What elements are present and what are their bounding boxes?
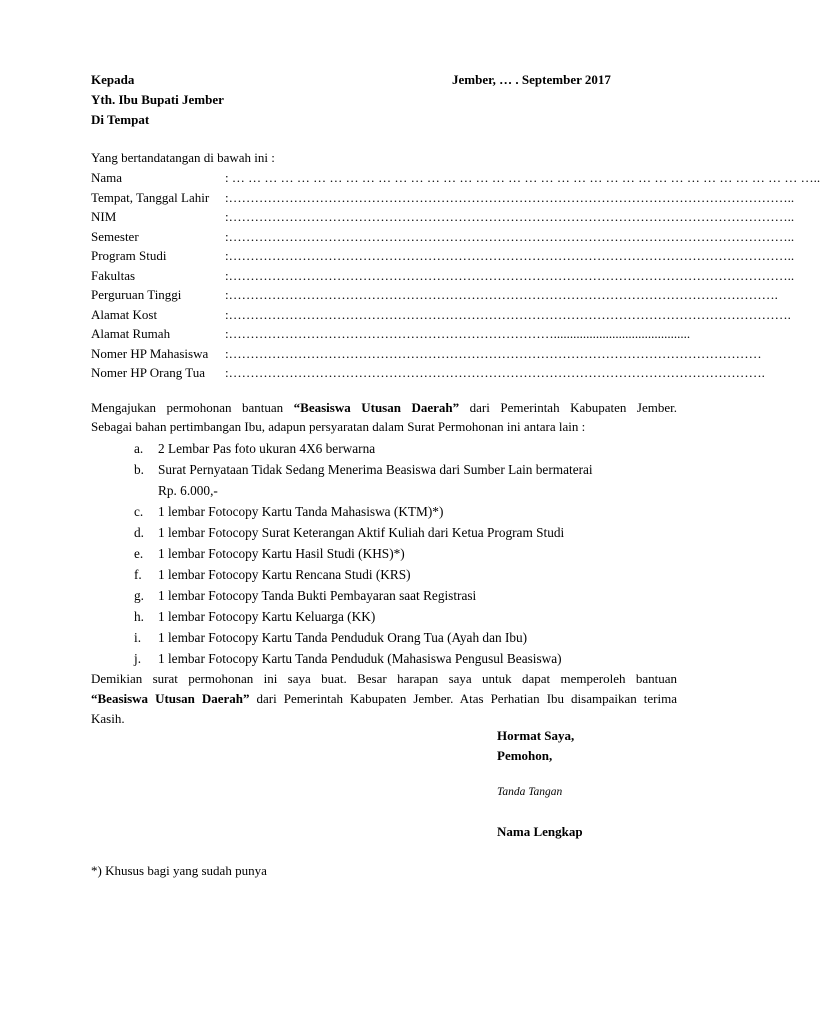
field-label: Fakultas: [91, 267, 136, 283]
list-item-letter: c.: [134, 504, 144, 519]
list-item-text: 1 lembar Fotocopy Kartu Tanda Penduduk Orang Tua (Ayah dan Ibu): [158, 630, 528, 645]
list-item: [134, 564, 694, 585]
closing-line-2: [91, 689, 677, 709]
field-label: Nomer HP Mahasiswa: [91, 345, 209, 361]
list-item-text: 1 lembar Fotocopy Kartu Tanda Mahasiswa (KTM)*): [158, 504, 444, 519]
field-dotted-line: :…………………………………………………………………..........................................: [225, 326, 691, 341]
closing-line-1: Demikian surat permohonan ini saya buat. Besar harapan saya untuk dapat memperoleh bantuan: [91, 671, 677, 686]
list-item: [134, 438, 694, 459]
list-item-text: 1 lembar Fotocopy Tanda Bukti Pembayaran saat Registrasi: [158, 588, 477, 603]
body-line-2: Sebagai bahan pertimbangan Ibu, adapun persyaratan dalam Surat Permohonan ini antara lain :: [91, 419, 586, 434]
list-item-letter: a.: [134, 441, 144, 456]
footnote: *) Khusus bagi yang sudah punya: [91, 863, 267, 878]
field-label: Perguruan Tinggi: [91, 287, 182, 302]
field-row: [91, 246, 795, 266]
field-dotted-line: :…………………………………………………………………………………………………………….: [225, 365, 765, 380]
field-dotted-line: :……………………………………………………………………………………………………………….: [225, 287, 778, 302]
list-item-letter: j.: [134, 651, 142, 666]
intro-text: Yang bertandatangan di bawah ini :: [91, 150, 275, 165]
list-item: [134, 648, 694, 669]
body-line-1: [91, 398, 677, 418]
list-item-letter: b.: [134, 462, 144, 477]
field-label: Tempat, Tanggal Lahir: [91, 189, 210, 205]
list-item: [134, 480, 694, 501]
list-item-text: 1 lembar Fotocopy Kartu Tanda Penduduk (Mahasiswa Pengusul Beasiswa): [158, 651, 562, 666]
field-row: [91, 344, 762, 364]
list-item: [134, 543, 694, 564]
field-label: Nama: [91, 170, 123, 185]
field-row: [91, 324, 691, 344]
field-label: Semester: [91, 228, 139, 244]
closing-program-name: “Beasiswa Utusan Daerah”: [91, 691, 250, 706]
signer-name: Nama Lengkap: [497, 824, 583, 839]
identity-fields: [91, 168, 820, 383]
field-dotted-line: :…………………………………………………………………………………………………………………..: [225, 189, 795, 205]
list-item-letter: e.: [134, 546, 144, 561]
closing-line-3: Kasih.: [91, 711, 125, 726]
field-row: [91, 168, 820, 188]
field-label: Alamat Kost: [91, 306, 158, 322]
field-label: Program Studi: [91, 248, 167, 263]
field-dotted-line: :…………………………………………………………………………………………………………………..: [225, 267, 795, 283]
list-item-text: 1 lembar Fotocopy Kartu Keluarga (KK): [158, 609, 376, 624]
body-line-1-post: dari Pemerintah Kabupaten Jember.: [459, 400, 677, 415]
signature-placeholder: Tanda Tangan: [497, 786, 563, 798]
field-row: [91, 188, 795, 208]
list-item: [134, 627, 694, 648]
list-item: [134, 585, 694, 606]
closing-line-2-post: dari Pemerintah Kabupaten Jember. Atas Perhatian Ibu disampaikan terima: [249, 691, 677, 706]
list-item: [134, 459, 694, 480]
requirements-list: [134, 438, 694, 669]
field-label: Alamat Rumah: [91, 326, 171, 341]
list-item-text: 1 lembar Fotocopy Surat Keterangan Aktif Kuliah dari Ketua Program Studi: [158, 525, 565, 540]
applicant-label: Pemohon,: [497, 748, 553, 763]
field-label: NIM: [91, 209, 117, 224]
recipient-block: [91, 70, 224, 130]
field-dotted-line: : … … … … … … … … … … … … … … … … … … … … … … … … … … … … … … … … … … … …..: [225, 170, 820, 185]
list-item-text: Rp. 6.000,-: [158, 483, 218, 498]
regards-text: Hormat Saya,: [497, 728, 575, 743]
field-row: [91, 285, 778, 305]
list-item-letter: d.: [134, 525, 144, 540]
field-dotted-line: :…………………………………………………………………………………………………………………..: [225, 228, 795, 244]
field-row: [91, 305, 791, 325]
list-item-text: Surat Pernyataan Tidak Sedang Menerima Beasiswa dari Sumber Lain bermaterai: [158, 462, 593, 477]
place-label: Di Tempat: [91, 112, 150, 127]
list-item-letter: f.: [134, 567, 142, 582]
field-row: [91, 227, 795, 247]
list-item-text: 1 lembar Fotocopy Kartu Hasil Studi (KHS)*): [158, 546, 405, 561]
list-item-letter: g.: [134, 588, 144, 603]
list-item: [134, 522, 694, 543]
field-dotted-line: :…………………………………………………………………………………………………………………..: [225, 209, 795, 224]
field-row: [91, 207, 795, 227]
list-item-letter: [134, 480, 158, 501]
field-dotted-line: :…………………………………………………………………………………………………………………..: [225, 248, 795, 263]
list-item: [134, 501, 694, 522]
list-item: [134, 606, 694, 627]
addressee: Yth. Ibu Bupati Jember: [91, 92, 224, 107]
field-dotted-line: :………………………………………………………………………………………………………………….: [225, 306, 791, 322]
field-row: [91, 363, 765, 383]
body-line-1-pre: Mengajukan permohonan bantuan: [91, 400, 294, 415]
list-item-text: 2 Lembar Pas foto ukuran 4X6 berwarna: [158, 441, 376, 456]
field-row: [91, 266, 795, 286]
field-label: Nomer HP Orang Tua: [91, 365, 205, 380]
date-line: Jember, … . September 2017: [452, 72, 611, 87]
field-dotted-line: :……………………………………………………………………………………………………………: [225, 345, 762, 361]
to-label: Kepada: [91, 72, 135, 87]
list-item-letter: i.: [134, 630, 142, 645]
list-item-letter: h.: [134, 609, 144, 624]
program-name: “Beasiswa Utusan Daerah”: [293, 400, 460, 415]
list-item-text: 1 lembar Fotocopy Kartu Rencana Studi (KRS): [158, 567, 411, 582]
